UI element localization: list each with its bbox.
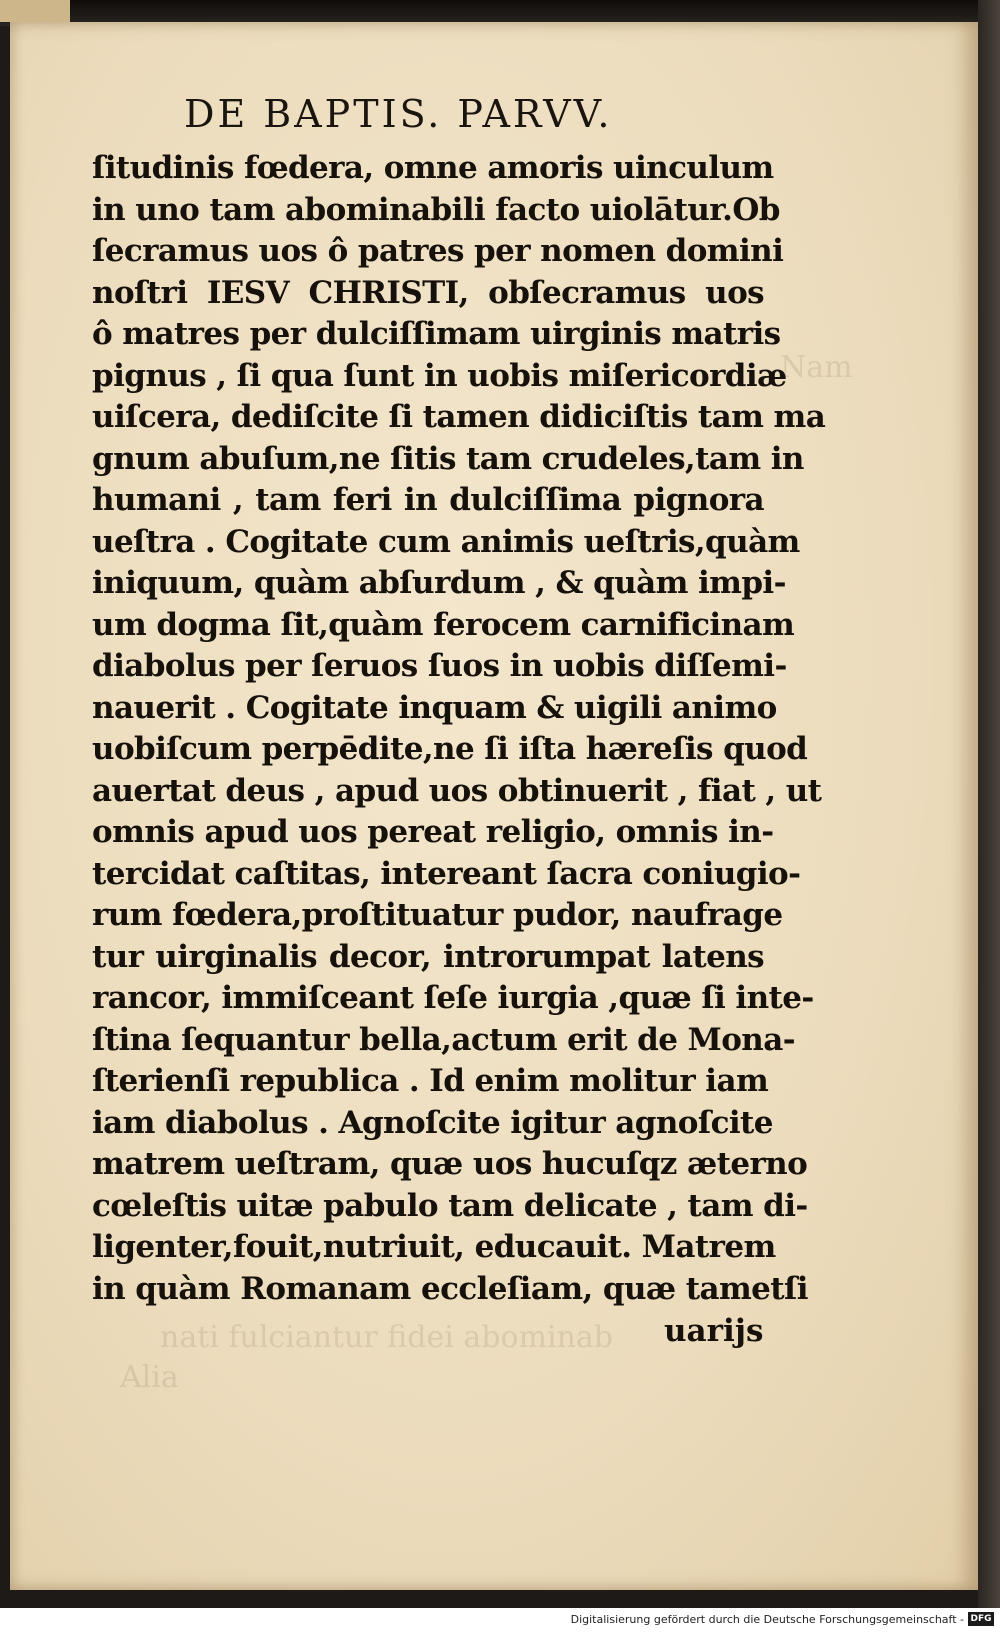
text-line: rancor, immiſceant ſeſe iurgia ,quæ ſi inte- xyxy=(92,980,814,1016)
dfg-logo: DFG xyxy=(968,1612,994,1626)
text-line: ſecramus uos ô patres per nomen domini xyxy=(92,233,784,269)
text-line: tur uirginalis decor, introrumpat latens xyxy=(92,938,764,975)
text-line: diabolus per ſeruos ſuos in uobis diſſemi- xyxy=(92,648,787,684)
text-line: in uno tam abominabili facto uiolātur.Ob xyxy=(92,191,780,228)
text-line: tercidat caſtitas, intereant ſacra coniugio- xyxy=(92,855,801,892)
text-line: noſtri IESV CHRISTI, obſecramus uos xyxy=(92,274,764,311)
bleed-through-text: nati fulciantur fidei abominab xyxy=(160,1320,613,1355)
text-line: cœleſtis uitæ pabulo tam delicate , tam di- xyxy=(92,1187,808,1224)
bleed-through-text: Nam xyxy=(780,350,853,385)
text-line: gnum abuſum,ne ſitis tam crudeles,tam in xyxy=(92,440,804,477)
text-line: ſitudinis fœdera, omne amoris uinculum xyxy=(92,150,774,186)
text-line: ſterienſi republica . Id enim molitur iam xyxy=(92,1063,769,1099)
text-line: pignus , ſi qua ſunt in uobis miſericordiæ xyxy=(92,357,787,394)
running-header: DE BAPTIS. PARVV. xyxy=(184,92,613,136)
catchword: uarijs xyxy=(664,1313,764,1349)
text-line: uobiſcum perpēdite,ne ſi iſta hæreſis quod xyxy=(92,731,808,767)
footer-credit: Digitalisierung gefördert durch die Deutsche Forschungsgemeinschaft - xyxy=(570,1613,964,1626)
text-line: in quàm Romanam eccleſiam, quæ tametſi xyxy=(92,1270,808,1307)
scan-background-right xyxy=(978,0,1000,1633)
scan-corner-tab xyxy=(0,0,70,22)
text-line: ueſtra . Cogitate cum animis ueſtris,quàm xyxy=(92,523,800,560)
text-line: rum fœdera,proſtituatur pudor, naufrage xyxy=(92,897,783,933)
body-text xyxy=(92,148,826,1310)
text-line: omnis apud uos pereat religio, omnis in- xyxy=(92,814,774,850)
text-line: nauerit . Cogitate inquam & uigili animo xyxy=(92,689,777,726)
text-line: ô matres per dulciſſimam uirginis matris xyxy=(92,316,781,352)
bleed-through-text: Alia xyxy=(120,1360,179,1395)
text-line: uiſcera, dediſcite ſi tamen didiciſtis tam ma xyxy=(92,399,826,435)
text-line: ligenter,fouit,nutriuit, educauit. Matrem xyxy=(92,1229,776,1265)
text-line: matrem ueſtram, quæ uos hucuſqz æterno xyxy=(92,1146,808,1182)
text-line: humani , tam feri in dulciſſima pignora xyxy=(92,482,764,518)
text-line: iniquum, quàm abſurdum , & quàm impi- xyxy=(92,565,786,601)
text-line: auertat deus , apud uos obtinuerit , fiat , ut xyxy=(92,772,822,809)
text-line: um dogma ſit,quàm ferocem carnificinam xyxy=(92,606,795,643)
text-line: iam diabolus . Agnoſcite igitur agnoſcite xyxy=(92,1104,773,1141)
text-line: ſtina ſequantur bella,actum erit de Mona- xyxy=(92,1021,795,1058)
